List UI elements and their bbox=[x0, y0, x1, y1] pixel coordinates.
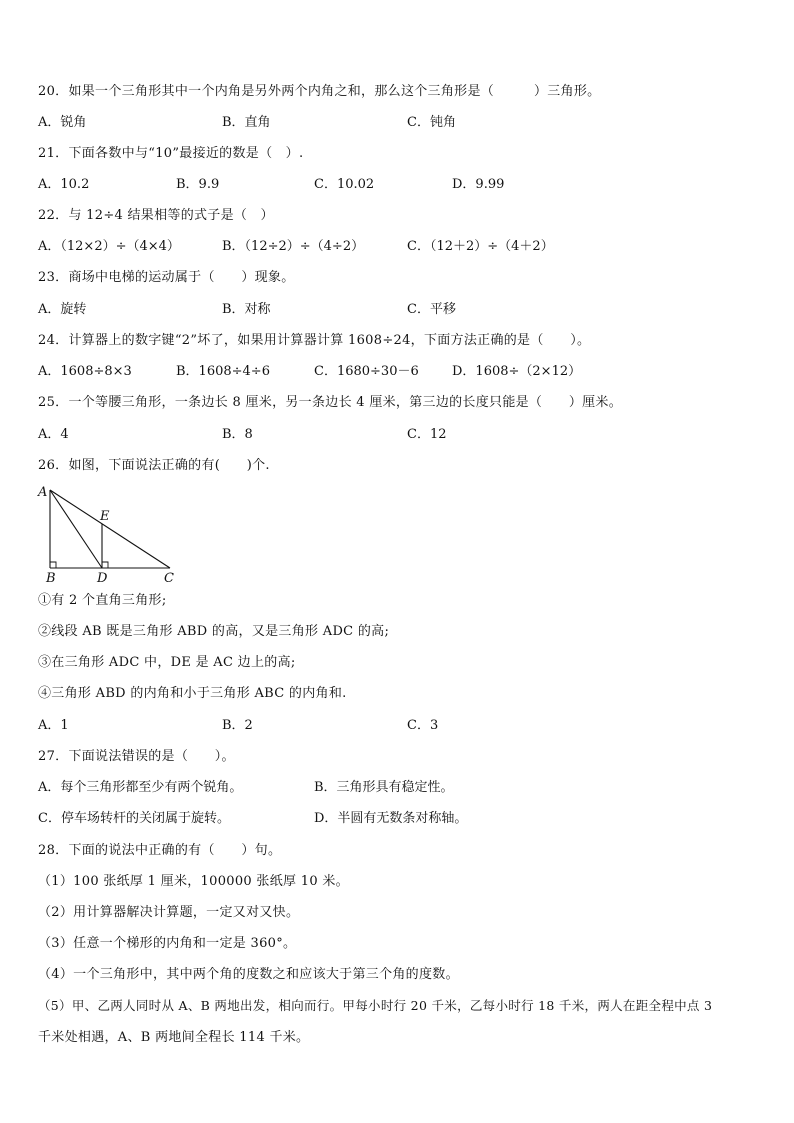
q27-option-d: D．半圆有无数条对称轴。 bbox=[314, 811, 468, 826]
label-e: E bbox=[100, 509, 110, 524]
q22-option-a: A．（12×2）÷（4×4） bbox=[38, 239, 180, 254]
right-angle-mark-d bbox=[102, 562, 108, 568]
q25-option-a: A．4 bbox=[38, 427, 69, 442]
q28-statement-2: （2）用计算器解决计算题，一定又对又快。 bbox=[38, 905, 300, 920]
q21-option-b: B．9.9 bbox=[176, 177, 220, 192]
q21-option-d: D．9.99 bbox=[452, 177, 505, 192]
q21-option-a: A．10.2 bbox=[38, 177, 90, 192]
q28-statement-5-continued: 千米处相遇，A、B 两地间全程长 114 千米。 bbox=[38, 1030, 310, 1045]
q20-option-a: A．锐角 bbox=[38, 115, 87, 130]
question-28-stem: 28．下面的说法中正确的有（ ）句。 bbox=[38, 843, 282, 858]
segment-ad bbox=[50, 490, 102, 568]
q22-option-b: B．（12÷2）÷（4÷2） bbox=[222, 239, 365, 254]
q20-option-c: C．钝角 bbox=[407, 115, 456, 130]
q28-statement-3: （3）任意一个梯形的内角和一定是 360°。 bbox=[38, 936, 297, 951]
label-c: C bbox=[164, 571, 174, 586]
q24-option-d: D．1608÷（2×12） bbox=[452, 364, 582, 379]
question-22-stem: 22．与 12÷4 结果相等的式子是（ ） bbox=[38, 208, 274, 223]
q26-statement-4: ④三角形 ABD 的内角和小于三角形 ABC 的内角和. bbox=[38, 686, 347, 701]
q26-statement-1: ①有 2 个直角三角形; bbox=[38, 593, 167, 608]
question-20-stem: 20．如果一个三角形其中一个内角是另外两个内角之和，那么这个三角形是（ ）三角形。 bbox=[38, 84, 601, 99]
question-26-stem: 26．如图，下面说法正确的有( )个. bbox=[38, 458, 270, 473]
label-d: D bbox=[97, 571, 108, 586]
q24-option-a: A．1608÷8×3 bbox=[38, 364, 132, 379]
q26-option-a: A．1 bbox=[38, 718, 69, 733]
q21-option-c: C．10.02 bbox=[314, 177, 375, 192]
question-27-stem: 27．下面说法错误的是（ ）。 bbox=[38, 749, 235, 764]
triangle-figure bbox=[36, 482, 186, 586]
q23-option-a: A．旋转 bbox=[38, 302, 87, 317]
q28-statement-1: （1）100 张纸厚 1 厘米，100000 张纸厚 10 米。 bbox=[38, 874, 349, 889]
label-a: A bbox=[38, 485, 48, 500]
q27-option-a: A．每个三角形都至少有两个锐角。 bbox=[38, 780, 243, 795]
q27-option-b: B．三角形具有稳定性。 bbox=[314, 780, 454, 795]
q27-option-c: C．停车场转杆的关闭属于旋转。 bbox=[38, 811, 230, 826]
q26-option-b: B．2 bbox=[222, 718, 253, 733]
q26-statement-3: ③在三角形 ADC 中，DE 是 AC 边上的高; bbox=[38, 655, 296, 670]
q28-statement-5: （5）甲、乙两人同时从 A、B 两地出发，相向而行。甲每小时行 20 千米，乙每小时行 18 千米，两人在距全程中点 3 bbox=[38, 998, 713, 1013]
right-angle-mark-b bbox=[50, 562, 56, 568]
q24-option-b: B．1608÷4÷6 bbox=[176, 364, 270, 379]
question-25-stem: 25．一个等腰三角形，一条边长 8 厘米，另一条边长 4 厘米，第三边的长度只能是（ ）厘米。 bbox=[38, 395, 623, 410]
label-b: B bbox=[46, 571, 56, 586]
q22-option-c: C．（12＋2）÷（4＋2） bbox=[407, 239, 554, 254]
q25-option-c: C．12 bbox=[407, 427, 447, 442]
q23-option-b: B．对称 bbox=[222, 302, 271, 317]
q28-statement-4: （4）一个三角形中，其中两个角的度数之和应该大于第三个角的度数。 bbox=[38, 967, 459, 982]
q24-option-c: C．1680÷30－6 bbox=[314, 364, 419, 379]
q20-option-b: B．直角 bbox=[222, 115, 271, 130]
question-23-stem: 23．商场中电梯的运动属于（ ）现象。 bbox=[38, 270, 295, 285]
question-21-stem: 21．下面各数中与“10”最接近的数是（ ）. bbox=[38, 146, 304, 161]
q23-option-c: C．平移 bbox=[407, 302, 456, 317]
q26-statement-2: ②线段 AB 既是三角形 ABD 的高，又是三角形 ADC 的高; bbox=[38, 624, 390, 639]
question-24-stem: 24．计算器上的数字键“2”坏了，如果用计算器计算 1608÷24，下面方法正确的是（ ）。 bbox=[38, 333, 591, 348]
segment-ac bbox=[50, 490, 170, 568]
q26-option-c: C．3 bbox=[407, 718, 439, 733]
q25-option-b: B．8 bbox=[222, 427, 253, 442]
